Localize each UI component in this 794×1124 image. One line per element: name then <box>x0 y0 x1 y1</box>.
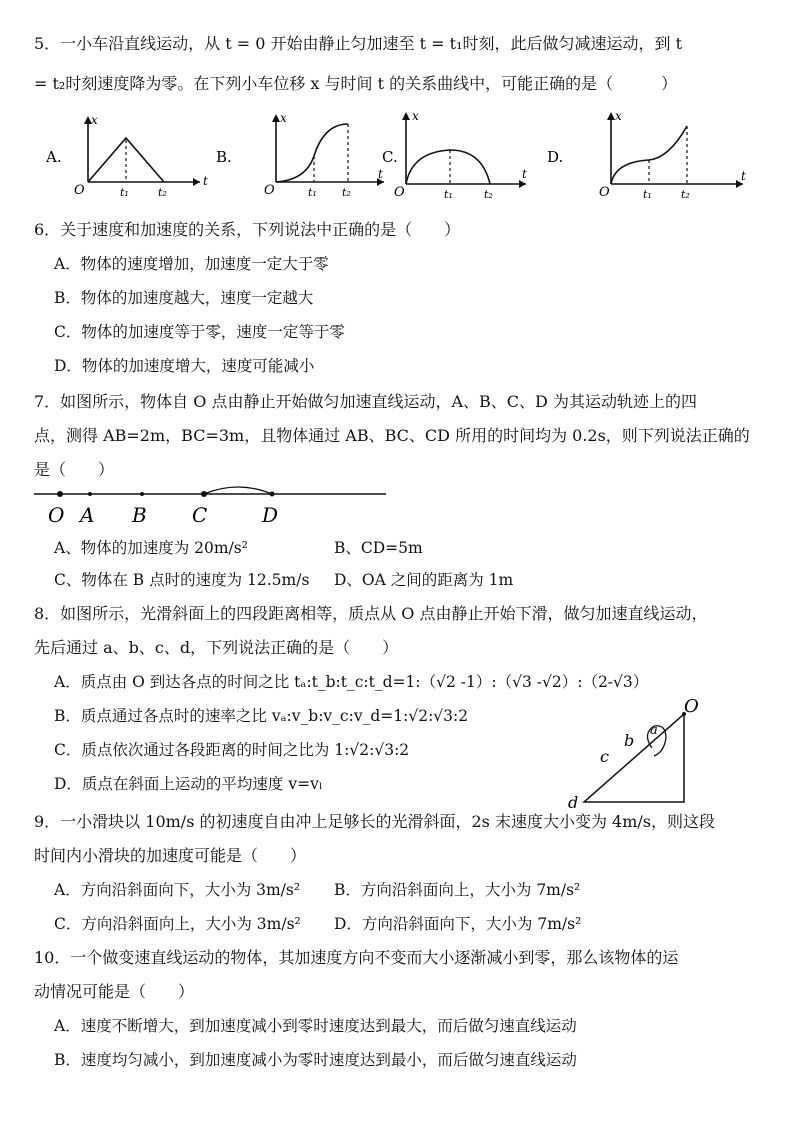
q6-option-b: B．物体的加速度越大，速度一定越大 <box>54 289 314 307</box>
q5-graph-d <box>545 108 765 200</box>
q5-c-origin: O <box>394 185 405 200</box>
q5-c-t2: t₂ <box>484 188 493 200</box>
q7-option-c: C、物体在 B 点时的速度为 12.5m/s <box>54 571 310 589</box>
q7-stem-line2: 点，测得 AB=2m，BC=3m，且物体通过 AB、BC、CD 所用的时间均为 0.2s，则下列说法正确的 <box>34 426 750 445</box>
q6-option-c: C．物体的加速度等于零，速度一定等于零 <box>54 323 345 341</box>
q5-graph-a <box>40 110 215 200</box>
q7-point-b: B <box>132 503 147 527</box>
q5-a-origin: O <box>74 183 85 198</box>
q5-b-t2: t₂ <box>342 186 351 199</box>
q9-option-b: B．方向沿斜面向上，大小为 7m/s² <box>334 881 581 899</box>
q5-graph-b <box>210 110 390 200</box>
q5-b-xlabel: x <box>280 111 287 125</box>
q5-b-letter: B. <box>216 148 232 166</box>
q8-label-d: d <box>568 793 579 812</box>
q9-stem-line2: 时间内小滑块的加速度可能是（ ） <box>34 846 307 865</box>
q5-b-t1: t₁ <box>308 186 317 199</box>
q9-option-a: A．方向沿斜面向下，大小为 3m/s² <box>54 881 301 899</box>
q9-stem-line1: 9．一小滑块以 10m/s 的初速度自由冲上足够长的光滑斜面，2s 末速度大小变为 4m/s，则这段 <box>34 812 716 831</box>
q8-incline-figure <box>566 696 726 812</box>
q5-c-letter: C. <box>382 148 398 166</box>
q7-option-a: A、物体的加速度为 20m/s² <box>54 539 248 557</box>
q10-option-a: A．速度不断增大，到加速度减小到零时速度达到最大，而后做匀速直线运动 <box>54 1017 577 1035</box>
q8-label-o: O <box>684 696 699 717</box>
q8-option-a: A．质点由 O 到达各点的时间之比 tₐ:t_b:t_c:t_d=1:（√2 -1）:（√3 -√2）:（2-√3） <box>54 673 649 691</box>
q5-c-xlabel: x <box>412 109 419 123</box>
q5-a-t2: t₂ <box>158 186 167 199</box>
q10-option-b: B．速度均匀减小，到加速度减小为零时速度达到最小，而后做匀速直线运动 <box>54 1051 577 1069</box>
q7-stem-line1: 7．如图所示，物体自 O 点由静止开始做匀加速直线运动，A、B、C、D 为其运动轨迹上的四 <box>34 392 697 411</box>
q7-point-d: D <box>262 503 279 527</box>
q5-d-letter: D. <box>547 148 564 166</box>
q7-point-c: C <box>192 503 208 527</box>
q6-stem: 6．关于速度和加速度的关系，下列说法中正确的是（ ） <box>34 220 461 239</box>
q6-option-d: D．物体的加速度增大，速度可能减小 <box>54 357 315 375</box>
q9-option-c: C．方向沿斜面向上，大小为 3m/s² <box>54 915 301 933</box>
q5-graph-c <box>378 108 538 200</box>
q8-label-a: a <box>650 723 658 738</box>
q5-d-tlabel: t <box>741 169 746 183</box>
q5-a-xlabel: x <box>91 113 98 127</box>
q5-b-origin: O <box>264 183 275 198</box>
q5-c-tlabel: t <box>522 167 527 181</box>
q8-option-c: C．质点依次通过各段距离的时间之比为 1:√2:√3:2 <box>54 741 410 759</box>
q5-a-tlabel: t <box>203 174 208 188</box>
q8-label-b: b <box>624 731 635 750</box>
q7-point-a: A <box>80 503 95 527</box>
q8-label-c: c <box>600 747 609 766</box>
q9-option-d: D．方向沿斜面向下，大小为 7m/s² <box>334 915 582 933</box>
q5-stem-line1: 5．一小车沿直线运动，从 t = 0 开始由静止匀加速至 t = t₁时刻，此后做匀减速运动，到 t <box>34 34 682 53</box>
q7-stem-line3: 是（ ） <box>34 460 115 479</box>
q5-d-xlabel: x <box>615 109 622 123</box>
q10-stem-line2: 动情况可能是（ ） <box>34 982 195 1001</box>
q8-option-d: D．质点在斜面上运动的平均速度 v=vₗ <box>54 775 323 793</box>
q5-c-t1: t₁ <box>444 188 453 200</box>
q5-d-t2: t₂ <box>681 188 690 200</box>
q5-b-tlabel: t <box>378 167 383 181</box>
q5-stem-line2: = t₂时刻速度降为零。在下列小车位移 x 与时间 t 的关系曲线中，可能正确的是（ ） <box>34 74 678 93</box>
q8-stem-line1: 8．如图所示，光滑斜面上的四段距离相等，质点从 O 点由静止开始下滑，做匀加速直线运动， <box>34 604 708 623</box>
q7-option-d: D、OA 之间的距离为 1m <box>334 571 514 589</box>
q5-a-letter: A. <box>46 148 62 166</box>
q8-option-b: B．质点通过各点时的速率之比 vₐ:v_b:v_c:v_d=1:√2:√3:2 <box>54 707 469 725</box>
q5-d-t1: t₁ <box>643 188 652 200</box>
q7-point-o: O <box>48 503 65 527</box>
q7-motion-figure <box>30 482 390 528</box>
q5-a-t1: t₁ <box>120 186 129 199</box>
q5-d-origin: O <box>599 185 610 200</box>
q6-option-a: A．物体的速度增加，加速度一定大于零 <box>54 255 329 273</box>
q10-stem-line1: 10．一个做变速直线运动的物体，其加速度方向不变而大小逐渐减小到零，那么该物体的运 <box>34 948 679 967</box>
q8-stem-line2: 先后通过 a、b、c、d，下列说法正确的是（ ） <box>34 638 399 657</box>
q7-option-b: B、CD=5m <box>334 539 423 557</box>
